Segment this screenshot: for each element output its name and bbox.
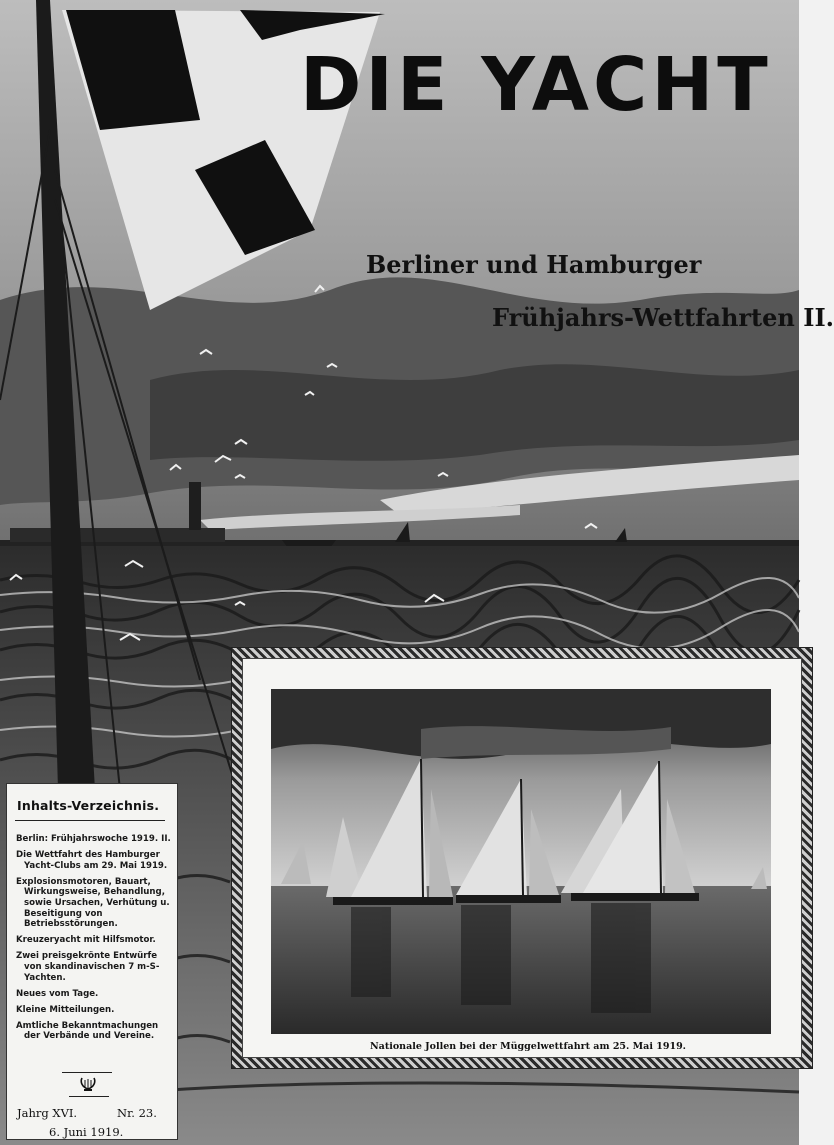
lighthouse	[189, 482, 201, 530]
issue-date: 6. Juni 1919.	[49, 1125, 124, 1139]
issue-number: Nr. 23.	[117, 1106, 157, 1120]
toc-item[interactable]: Die Wettfahrt des Hamburger Yacht-Clubs am 29. Mai 1919.	[16, 850, 168, 871]
lyre-emblem-icon	[79, 1076, 97, 1092]
toc-item[interactable]: Berlin: Frühjahrswoche 1919. II.	[16, 834, 171, 844]
divider	[69, 1096, 109, 1097]
toc-item[interactable]: Kleine Mitteilungen.	[16, 1004, 115, 1015]
cover-headline-line2: Frühjahrs-Wettfahrten II.	[492, 303, 834, 332]
masthead-title: DIE YACHT	[300, 42, 772, 128]
divider	[62, 1072, 112, 1073]
photo-caption: Nationale Jollen bei der Müggelwettfahrt am 25. Mai 1919.	[369, 1041, 686, 1052]
volume-label: Jahrg XVI.	[17, 1106, 78, 1120]
cover-headline-line1: Berliner und Hamburger	[366, 250, 702, 279]
toc-item[interactable]: Amtliche Bekanntmachungen der Verbände und Vereine.	[16, 1020, 159, 1042]
table-of-contents	[6, 783, 178, 1140]
toc-item[interactable]: Neues vom Tage.	[16, 988, 99, 999]
regatta-photo	[271, 689, 771, 1034]
lyre-emblem-icon	[79, 1076, 97, 1096]
toc-item[interactable]: Zwei preisgekrönte Entwürfe von skandinavischen 7 m-S-Yachten.	[16, 951, 160, 983]
toc-item[interactable]: Explosionsmotoren, Bauart, Wirkungsweise, Behandlung, sowie Ursachen, Verhütung u. Beseitigung von Betriebsstörungen.	[16, 876, 170, 930]
toc-item[interactable]: Kreuzeryacht mit Hilfsmotor.	[16, 935, 156, 946]
photo-mount	[242, 658, 802, 1058]
divider	[15, 820, 165, 821]
pier	[10, 528, 225, 542]
photo-frame	[232, 648, 812, 1068]
toc-heading: Inhalts-Verzeichnis.	[17, 798, 160, 813]
toc-list	[16, 834, 171, 1048]
